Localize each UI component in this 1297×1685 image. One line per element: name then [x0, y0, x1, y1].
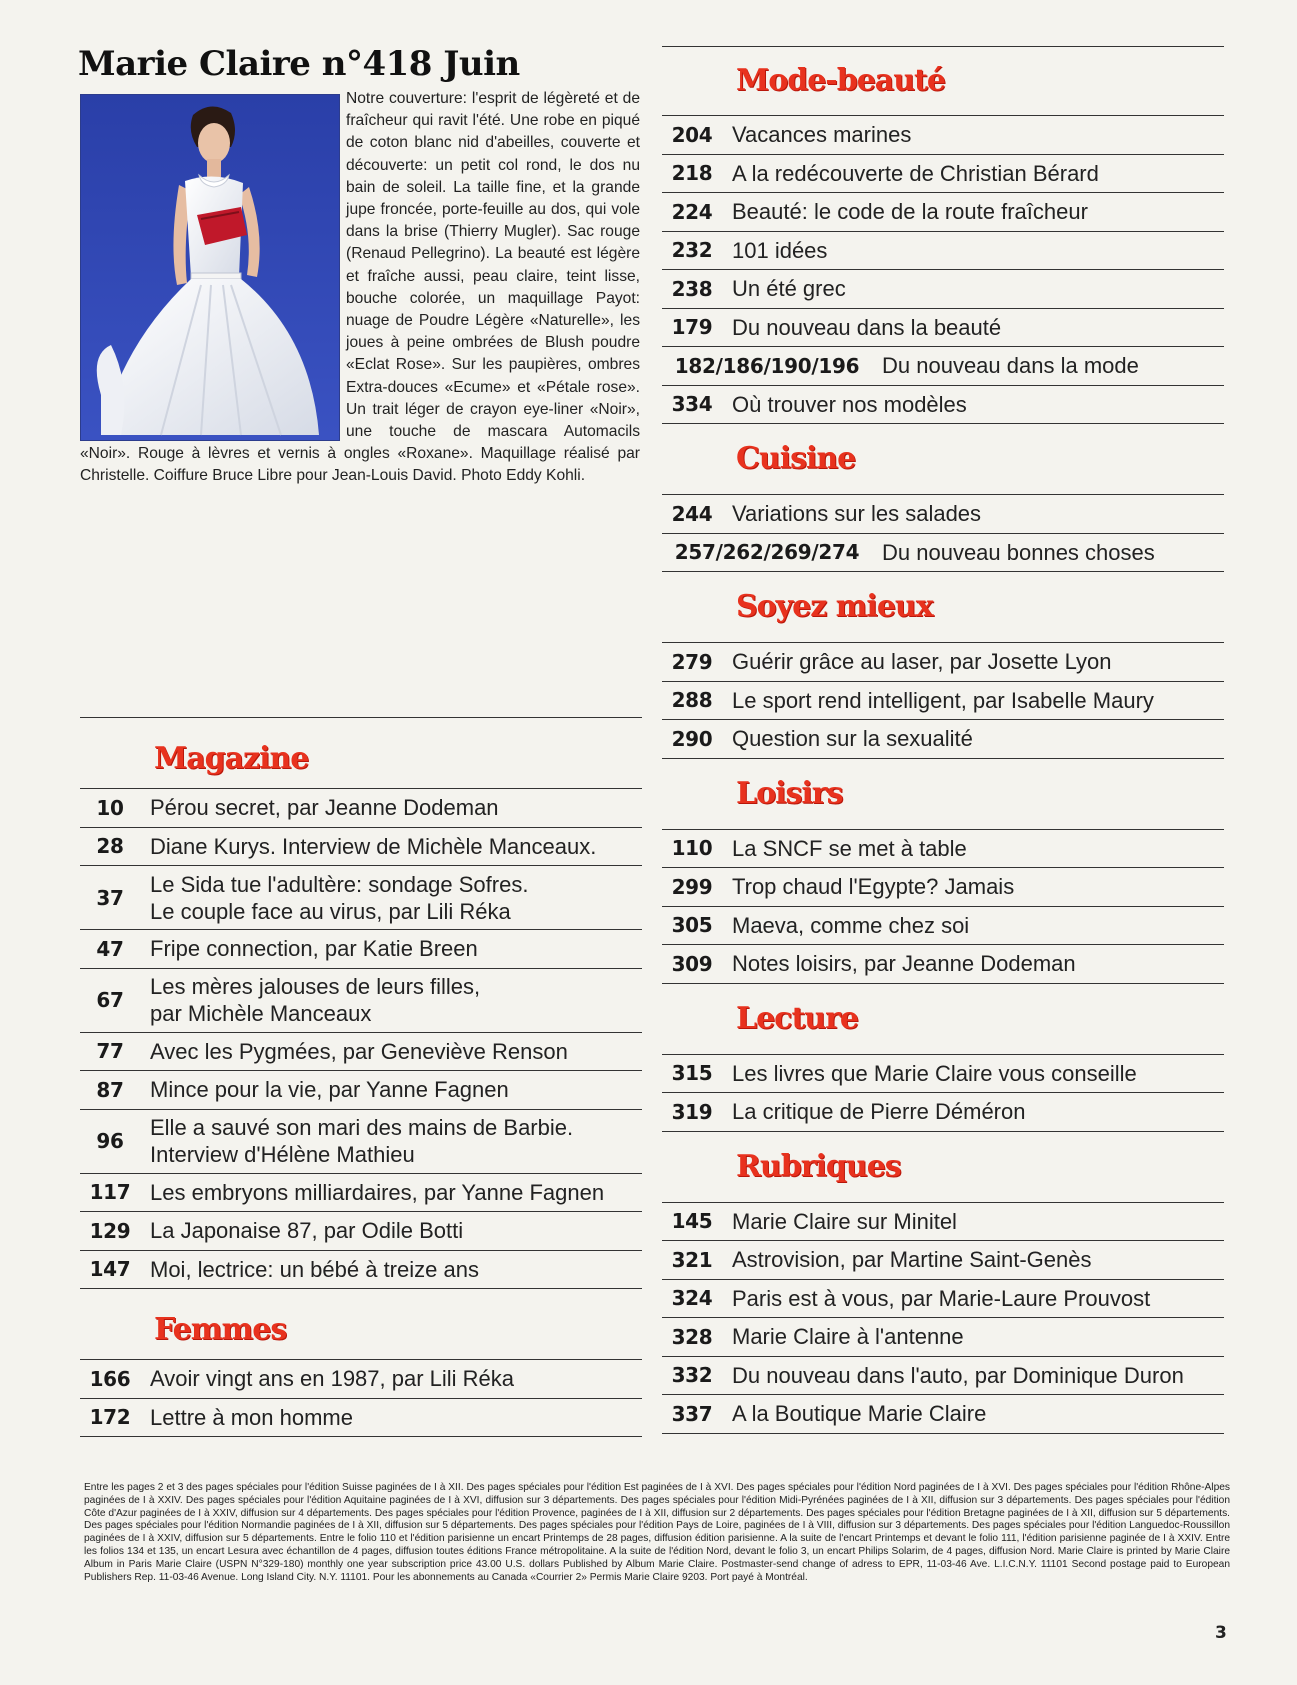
article-title: Vacances marines — [732, 122, 912, 148]
contents-row — [662, 945, 1224, 984]
section-loisirs — [662, 759, 1224, 984]
contents-row — [80, 1212, 642, 1251]
article-title: 101 idées — [732, 237, 828, 263]
contents-row — [80, 1174, 642, 1213]
article-title: Marie Claire à l'antenne — [732, 1324, 964, 1350]
contents-row — [80, 1033, 642, 1072]
edition-footnote: Entre les pages 2 et 3 des pages spéciales pour l'édition Suisse paginées de I à XII. Des pages spéciales pour l'édition Est paginées de I à XVI. Des pages spéciales pour l'édition Nord paginées de I à XVI. Des pages spéciales pour l'édition Rhône-Alpes paginées de I à XXIV. Des pages spéciales pour l'édition Aquitaine paginées de I à XVI, diffusion sur 3 départements. Des pages spéciales pour l'édition Midi-Pyrénées paginées de I à XII, diffusion sur 3 départements. Des pages spéciales pour l'édition Côte d'Azur paginées de I à XXIV, diffusion sur 4 départements. Des pages spéciales pour l'édition Provence, paginées de I à XII, diffusion sur 2 départements. Des pages spéciales pour l'édition Bretagne paginées de I à XII, diffusion sur 5 départements. Des pages spéciales pour l'édition Normandie paginées de I à XII, diffusion sur 5 départements. Des pages spéciales pour l'édition Pays de Loire, paginées de I à VIII, diffusion sur 3 départements. Des pages spéciales pour l'édition Languedoc-Roussillon paginées de I à XXIV, diffusion sur 5 départements. Entre le folio 110 et l'édition parisienne un encart Printemps de 28 pages, diffusion édition parisienne. A la suite de l'encart Printemps et devant le folio 111, l'édition parisienne paginée de I à XXIV. Entre les folios 134 et 135, un encart Lesura avec échantillon de 4 pages, diffusion toutes éditions France métropolitaine. A la suite de l'édition Nord, devant le folio 3, un encart Philips Solarim, de 4 pages, diffusion Nord. Marie Claire is printed by Marie Claire Album in Paris Marie Claire (USPN N°329-180) monthly one year subscription price 43.00 U.S. dollars Published by Album Marie Claire. Postmaster-send change of adress to EPR, 11-03-46 Ave. L.I.C.N.Y. 11101 Second postage paid to European Publishers Rep. 11-03-46 Avenue. Long Island City. N.Y. 11101. Pour les abonnements au Canada «Courrier 2» Permis Marie Claire 9203. Port payé à Montréal. — [84, 1482, 1230, 1583]
page-number-footer: 3 — [1215, 1623, 1227, 1643]
page-number: 166 — [89, 1366, 131, 1391]
article-title: Question sur la sexualité — [732, 726, 973, 752]
contents-row — [662, 643, 1224, 682]
article-title: Fripe connection, par Katie Breen — [150, 936, 478, 962]
page-number: 299 — [671, 874, 713, 899]
section-heading: Cuisine — [662, 424, 1224, 495]
article-title: A la Boutique Marie Claire — [732, 1401, 987, 1427]
page-number: 179 — [671, 315, 713, 340]
page-number: 77 — [96, 1039, 124, 1064]
contents-row — [662, 1203, 1224, 1242]
cover-caption: Notre couverture: l'esprit de légèreté et de fraîcheur qui ravit l'été. Une robe en piqué de coton blanc nid d'abeilles, couverte et découverte: un petit col rond, le dos nu bain de soleil. La taille fine, et la grande jupe froncée, porte-feuille au dos, qui vole dans la brise (Thierry Mugler). Sac rouge (Renaud Pellegrino). La beauté est légère et fraîche aussi, peau claire, teint lisse, bouche colorée, un maquillage Payot: nuage de Poudre Légère «Naturelle», les joues à peine ombrées de Blush poudre «Eclat Rose». Sur les paupières, ombres Extra-douces «Ecume» et «Pétale rose». Un trait léger de crayon eye-liner «Noir», une touche de mascara Automacils «Noir». Rouge à lèvres et vernis à ongles «Roxane». Maquillage réalisé par Christelle. Coiffure Bruce Libre pour Jean-Louis David. Photo Eddy Kohli. — [80, 90, 640, 485]
article-title: Trop chaud l'Egypte? Jamais — [732, 874, 1015, 900]
page-number: 47 — [96, 936, 124, 961]
page-number: 204 — [671, 122, 713, 147]
contents-row — [662, 1318, 1224, 1357]
contents-row — [662, 1055, 1224, 1094]
article-title: Un été grec — [732, 276, 846, 302]
contents-row — [662, 682, 1224, 721]
contents-row — [662, 1241, 1224, 1280]
article-title: Guérir grâce au laser, par Josette Lyon — [732, 649, 1112, 675]
article-title: Du nouveau dans la beauté — [732, 314, 1002, 340]
page-number: 257/262/269/274 — [674, 540, 860, 565]
article-title: Elle a sauvé son mari des mains de Barbie. Interview d'Hélène Mathieu — [150, 1115, 574, 1167]
page-number: 328 — [671, 1324, 713, 1349]
page-number: 87 — [96, 1077, 124, 1102]
page-number: 337 — [671, 1401, 713, 1426]
article-title: La critique de Pierre Déméron — [732, 1099, 1026, 1125]
page-number: 10 — [96, 795, 124, 820]
article-title: Moi, lectrice: un bébé à treize ans — [150, 1256, 479, 1282]
article-title: Les mères jalouses de leurs filles, par Michèle Manceaux — [150, 974, 481, 1026]
page-number: 218 — [671, 161, 713, 186]
section-heading: Soyez mieux — [662, 572, 1224, 643]
article-title: Pérou secret, par Jeanne Dodeman — [150, 795, 499, 821]
article-title: Variations sur les salades — [732, 501, 982, 527]
section-soyez-mieux — [662, 572, 1224, 759]
page-number: 288 — [671, 688, 713, 713]
article-title: Paris est à vous, par Marie-Laure Prouvost — [732, 1285, 1151, 1311]
contents-row — [662, 347, 1224, 386]
page-number: 244 — [671, 501, 713, 526]
article-title: Avec les Pygmées, par Geneviève Renson — [150, 1038, 568, 1064]
article-title: Maeva, comme chez soi — [732, 912, 970, 938]
left-contents-column — [80, 717, 642, 1437]
page-number: 279 — [671, 649, 713, 674]
article-title: Où trouver nos modèles — [732, 391, 967, 417]
contents-row — [662, 907, 1224, 946]
page-number: 117 — [89, 1180, 131, 1205]
section-mode-beaute — [662, 47, 1224, 424]
contents-row — [662, 1280, 1224, 1319]
page-number: 305 — [671, 913, 713, 938]
section-cuisine — [662, 424, 1224, 572]
article-title: A la redécouverte de Christian Bérard — [732, 160, 1099, 186]
page-number: 321 — [671, 1247, 713, 1272]
section-heading: Rubriques — [662, 1132, 1224, 1203]
page-number: 110 — [671, 836, 713, 861]
section-lecture — [662, 984, 1224, 1132]
right-contents-column — [662, 46, 1224, 1434]
page-number: 67 — [96, 988, 124, 1012]
article-title: Le sport rend intelligent, par Isabelle Maury — [732, 687, 1154, 713]
section-heading: Femmes — [80, 1289, 642, 1360]
contents-row — [662, 386, 1224, 425]
section-heading: Lecture — [662, 984, 1224, 1055]
section-magazine — [80, 718, 642, 1289]
section-heading: Mode-beauté — [662, 47, 1224, 116]
page-number: 315 — [671, 1061, 713, 1086]
magazine-title: Marie Claire n°418 Juin — [78, 44, 520, 84]
contents-row — [80, 789, 642, 828]
contents-row — [662, 270, 1224, 309]
article-title: Beauté: le code de la route fraîcheur — [732, 199, 1088, 225]
contents-row — [80, 1399, 642, 1438]
contents-row — [80, 1071, 642, 1110]
article-title: Lettre à mon homme — [150, 1404, 353, 1430]
page-number: 324 — [671, 1286, 713, 1311]
article-title: Les livres que Marie Claire vous conseille — [732, 1060, 1137, 1086]
article-title: La SNCF se met à table — [732, 835, 967, 861]
contents-row — [662, 193, 1224, 232]
page-number: 28 — [96, 834, 124, 859]
contents-row — [80, 969, 642, 1033]
contents-row — [80, 1360, 642, 1399]
page-number: 232 — [671, 238, 713, 263]
article-title: Diane Kurys. Interview de Michèle Manceaux. — [150, 833, 597, 859]
contents-row — [80, 828, 642, 867]
contents-row — [80, 866, 642, 930]
contents-row — [662, 309, 1224, 348]
section-rubriques — [662, 1132, 1224, 1434]
page-number: 309 — [671, 951, 713, 976]
page-number: 238 — [671, 276, 713, 301]
contents-row — [662, 868, 1224, 907]
article-title: Astrovision, par Martine Saint-Genès — [732, 1247, 1092, 1273]
page-number: 319 — [671, 1099, 713, 1124]
page-number: 147 — [89, 1257, 131, 1282]
article-title: Du nouveau dans l'auto, par Dominique Duron — [732, 1362, 1184, 1388]
page-number: 145 — [671, 1209, 713, 1234]
contents-row — [662, 155, 1224, 194]
contents-row — [80, 1251, 642, 1290]
page-number: 182/186/190/196 — [674, 353, 860, 378]
page-number: 96 — [96, 1129, 124, 1153]
contents-row — [662, 830, 1224, 869]
contents-row — [662, 720, 1224, 759]
article-title: Notes loisirs, par Jeanne Dodeman — [732, 951, 1076, 977]
contents-row — [662, 534, 1224, 573]
page-number: 290 — [671, 726, 713, 751]
contents-row — [80, 1110, 642, 1174]
page-number: 172 — [89, 1405, 131, 1430]
article-title: Le Sida tue l'adultère: sondage Sofres. Le couple face au virus, par Lili Réka — [150, 871, 529, 924]
article-title: La Japonaise 87, par Odile Botti — [150, 1218, 464, 1244]
section-femmes — [80, 1289, 642, 1437]
contents-row — [662, 1093, 1224, 1132]
article-title: Marie Claire sur Minitel — [732, 1208, 957, 1234]
section-heading: Loisirs — [662, 759, 1224, 830]
page-number: 334 — [671, 392, 713, 417]
page-number: 332 — [671, 1363, 713, 1388]
article-title: Avoir vingt ans en 1987, par Lili Réka — [150, 1366, 515, 1392]
contents-row — [662, 1395, 1224, 1434]
contents-row — [662, 495, 1224, 534]
section-heading: Magazine — [80, 718, 642, 789]
contents-row — [662, 116, 1224, 155]
page-number: 129 — [89, 1218, 131, 1243]
article-title: Les embryons milliardaires, par Yanne Fagnen — [150, 1179, 605, 1205]
contents-row — [80, 930, 642, 969]
article-title: Du nouveau bonnes choses — [882, 539, 1155, 565]
contents-row — [662, 232, 1224, 271]
contents-row — [662, 1357, 1224, 1396]
page-number: 224 — [671, 199, 713, 224]
page-number: 37 — [96, 885, 124, 910]
article-title: Mince pour la vie, par Yanne Fagnen — [150, 1077, 509, 1103]
article-title: Du nouveau dans la mode — [882, 353, 1139, 379]
